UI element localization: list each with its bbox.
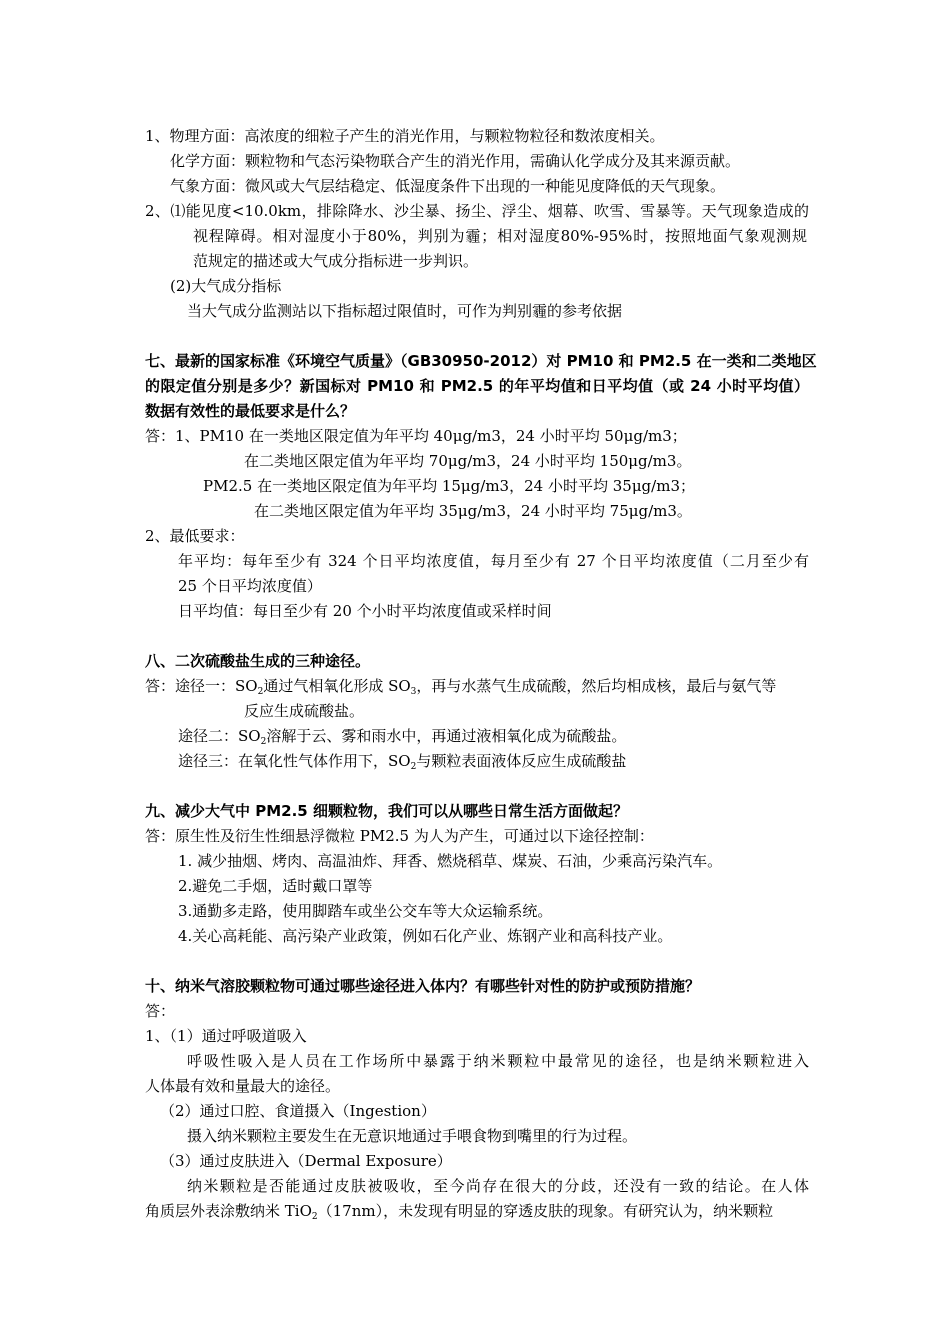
- sec6-line-4: 2、⑴能见度<10.0km，排除降水、沙尘暴、扬尘、浮尘、烟幕、吹雪、雪暴等。天气现象造成的: [145, 202, 809, 220]
- sec10-line-2: 1、（1）通过呼吸道吸入: [145, 1027, 307, 1045]
- sec8-line-1: [145, 674, 776, 698]
- sec7-line-5: 2、最低要求：: [145, 527, 245, 545]
- sec9-item-2: 2.避免二手烟，适时戴口罩等: [178, 877, 373, 895]
- sec8-line-1-part-a: 答：途径一：SO: [145, 677, 258, 695]
- sec10-line-9-part-b: （17nm），未发现有明显的穿透皮肤的现象。有研究认为，纳米颗粒: [317, 1202, 774, 1220]
- sec10-line-1: 答：: [145, 1002, 176, 1020]
- sec8-line-2: 反应生成硫酸盐。: [244, 702, 365, 720]
- sec10-line-4: 人体最有效和量最大的途径。: [145, 1077, 341, 1095]
- sec8-line-4-part-b: 与颗粒表面液体反应生成硫酸盐: [416, 752, 627, 770]
- sec9-item-3: 3.通勤多走路，使用脚踏车或坐公交车等大众运输系统。: [178, 902, 553, 920]
- sec9-item-1: 1. 减少抽烟、烤肉、高温油炸、拜香、燃烧稻草、煤炭、石油，少乘高污染汽车。: [178, 852, 723, 870]
- sec6-line-8: 当大气成分监测站以下指标超过限值时，可作为判别霾的参考依据: [187, 302, 623, 320]
- sec10-line-6: 摄入纳米颗粒主要发生在无意识地通过手喂食物到嘴里的行为过程。: [187, 1127, 638, 1145]
- sec7-line-4: 在二类地区限定值为年平均 35μg/m3，24 小时平均 75μg/m3。: [254, 502, 692, 520]
- sec7-line-1: 答：1、PM10 在一类地区限定值为年平均 40μg/m3，24 小时平均 50μg/m3；: [145, 427, 687, 445]
- sec10-line-5: （2）通过口腔、食道摄入（Ingestion）: [160, 1102, 436, 1120]
- sec6-line-1: 1、物理方面：高浓度的细粒子产生的消光作用，与颗粒物粒径和数浓度相关。: [145, 127, 665, 145]
- sec7-line-2: 在二类地区限定值为年平均 70μg/m3，24 小时平均 150μg/m3。: [244, 452, 692, 470]
- sec7-line-3: PM2.5 在一类地区限定值为年平均 15μg/m3，24 小时平均 35μg/m3；: [203, 477, 695, 495]
- sec8-line-1-part-b: 通过气相氧化形成 SO: [263, 677, 411, 695]
- sec7-line-6: 年平均：每年至少有 324 个日平均浓度值，每月至少有 27 个日平均浓度值（二月至少有: [178, 552, 809, 570]
- sec7-line-7: 25 个日平均浓度值）: [178, 577, 322, 595]
- sec9-heading: 九、减少大气中 PM2.5 细颗粒物，我们可以从哪些日常生活方面做起？: [145, 802, 628, 820]
- sec7-line-8: 日平均值：每日至少有 20 个小时平均浓度值或采样时间: [178, 602, 552, 620]
- subscript-2: 2: [311, 1212, 318, 1222]
- sec10-line-3: 呼吸性吸入是人员在工作场所中暴露于纳米颗粒中最常见的途径，也是纳米颗粒进入: [187, 1052, 809, 1070]
- sec10-line-9: [145, 1199, 773, 1223]
- subscript-2: 2: [260, 737, 267, 747]
- sec7-heading-line-2: 的限定值分别是多少？新国标对 PM10 和 PM2.5 的年平均值和日平均值（或 24 小时平均值）: [145, 377, 809, 395]
- sec9-item-4: 4.关心高耗能、高污染产业政策，例如石化产业、炼钢产业和高科技产业。: [178, 927, 673, 945]
- sec10-line-8: 纳米颗粒是否能通过皮肤被吸收，至今尚存在很大的分歧，还没有一致的结论。在人体: [187, 1177, 809, 1195]
- sec8-line-4: [178, 749, 626, 773]
- sec10-heading: 十、纳米气溶胶颗粒物可通过哪些途径进入体内？有哪些针对性的防护或预防措施？: [145, 977, 701, 995]
- sec6-line-3: 气象方面：微风或大气层结稳定、低湿度条件下出现的一种能见度降低的天气现象。: [170, 177, 726, 195]
- sec9-line-1: 答：原生性及衍生性细悬浮微粒 PM2.5 为人为产生，可通过以下途径控制：: [145, 827, 654, 845]
- sec6-line-5: 视程障碍。相对湿度小于80%，判别为霾；相对湿度80%-95%时，按照地面气象观测规: [193, 227, 807, 245]
- sec7-heading-line-1: 七、最新的国家标准《环境空气质量》（GB30950-2012）对 PM10 和 PM2.5 在一类和二类地区: [145, 352, 817, 370]
- sec8-line-1-part-c: ，再与水蒸气生成硫酸，然后均相成核，最后与氨气等: [416, 677, 777, 695]
- sec10-line-7: （3）通过皮肤进入（Dermal Exposure）: [160, 1152, 452, 1170]
- sec8-line-3-part-a: 途径二：SO: [178, 727, 261, 745]
- sec8-line-3: [178, 724, 626, 748]
- sec8-line-4-part-a: 途径三：在氧化性气体作用下，SO: [178, 752, 411, 770]
- sec6-line-7: (2)大气成分指标: [170, 277, 282, 295]
- subscript-3: 3: [410, 687, 417, 697]
- sec10-line-9-part-a: 角质层外表涂敷纳米 TiO: [145, 1202, 312, 1220]
- sec7-heading-line-3: 数据有效性的最低要求是什么？: [145, 402, 356, 420]
- sec8-heading: 八、二次硫酸盐生成的三种途径。: [145, 652, 371, 670]
- sec8-line-3-part-b: 溶解于云、雾和雨水中，再通过液相氧化成为硫酸盐。: [266, 727, 627, 745]
- sec6-line-6: 范规定的描述或大气成分指标进一步判识。: [193, 252, 479, 270]
- sec6-line-2: 化学方面：颗粒物和气态污染物联合产生的消光作用，需确认化学成分及其来源贡献。: [170, 152, 741, 170]
- subscript-2: 2: [410, 762, 417, 772]
- subscript-2: 2: [257, 687, 264, 697]
